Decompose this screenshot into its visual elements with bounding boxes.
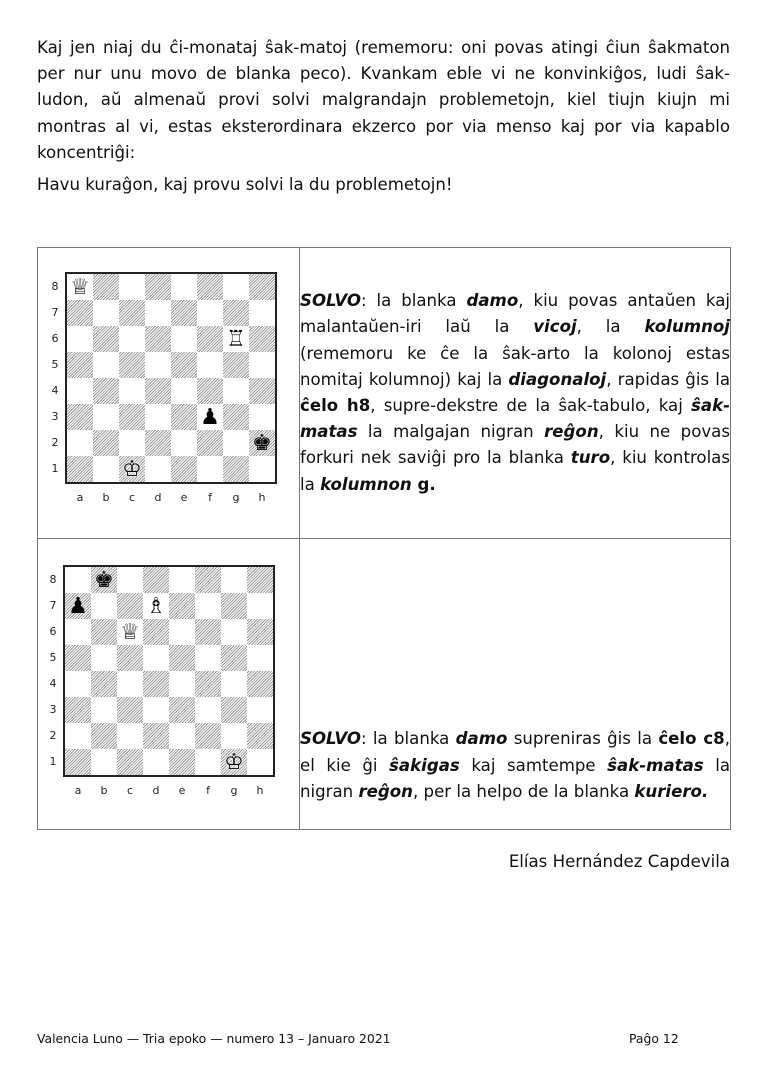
- white-bishop-icon: ♗: [146, 594, 166, 619]
- board-square: [223, 404, 249, 430]
- rank-label: 6: [51, 332, 59, 345]
- emphasized-term: kolumnon: [320, 474, 412, 494]
- emphasized-term: SOLVO: [300, 729, 362, 749]
- board-square: [93, 274, 119, 300]
- puzzles-table: [37, 247, 731, 830]
- board-square: [91, 645, 117, 671]
- solution-text-run: la nigran: [300, 755, 730, 801]
- file-label: h: [258, 491, 266, 504]
- board-square: [195, 697, 221, 723]
- board-square: [117, 671, 143, 697]
- board-square: [169, 593, 195, 619]
- board-square: [247, 697, 273, 723]
- solution-text-run: , per la helpo de la blanka: [412, 781, 635, 801]
- board-square: [197, 378, 223, 404]
- board-square: [221, 697, 247, 723]
- board-square: [145, 326, 171, 352]
- file-label: d: [154, 491, 162, 504]
- rank-label: 8: [51, 280, 59, 293]
- board-square: [195, 567, 221, 593]
- board-square: [197, 430, 223, 456]
- board-square: [247, 671, 273, 697]
- board-square: [65, 749, 91, 775]
- board-square: [93, 378, 119, 404]
- board-square: [221, 671, 247, 697]
- file-label: h: [256, 784, 264, 797]
- file-label: f: [208, 491, 212, 504]
- board-square: [169, 619, 195, 645]
- file-label: c: [128, 491, 136, 504]
- board-square: [171, 404, 197, 430]
- board-square: [117, 697, 143, 723]
- solution-text-run: supreniras ĝis la: [507, 729, 659, 749]
- emphasized-term: diagonaloj: [508, 369, 607, 389]
- file-label: a: [76, 491, 84, 504]
- rank-label: 4: [49, 677, 57, 690]
- file-label: g: [232, 491, 240, 504]
- board-square: [117, 593, 143, 619]
- solution-text-run: , kiu kontrolas la: [300, 448, 730, 494]
- board-square: [247, 723, 273, 749]
- rank-labels: [46, 567, 60, 775]
- file-label: e: [180, 491, 188, 504]
- board-square: [65, 567, 91, 593]
- board-square: [117, 723, 143, 749]
- board-square: [171, 378, 197, 404]
- file-labels: [65, 779, 273, 797]
- board-square: [247, 749, 273, 775]
- board-square: [93, 430, 119, 456]
- board-square: [65, 645, 91, 671]
- file-label: b: [100, 784, 108, 797]
- board-square: [143, 619, 169, 645]
- board-square: [247, 567, 273, 593]
- board-square: [117, 749, 143, 775]
- rank-label: 8: [49, 573, 57, 586]
- board-square: [91, 593, 117, 619]
- board-square: [117, 645, 143, 671]
- board-square: [221, 593, 247, 619]
- puzzle-1-solution: [300, 248, 731, 539]
- board-square: [91, 723, 117, 749]
- file-label: a: [74, 784, 82, 797]
- board-square: [249, 300, 275, 326]
- emphasized-term: damo: [455, 729, 508, 749]
- board-square: [197, 326, 223, 352]
- board-square: [197, 300, 223, 326]
- board-square: [171, 300, 197, 326]
- emphasized-term: turo: [570, 448, 611, 468]
- emphasized-term: reĝon: [544, 422, 599, 442]
- rank-label: 7: [49, 599, 57, 612]
- board-square: [197, 352, 223, 378]
- board-square: [145, 274, 171, 300]
- board-square: [223, 430, 249, 456]
- board-square: [171, 430, 197, 456]
- board-square: [67, 430, 93, 456]
- emphasized-term: g.: [411, 474, 436, 494]
- board-square: [91, 749, 117, 775]
- board-square: [221, 567, 247, 593]
- board-square: [145, 456, 171, 482]
- board-square: [91, 619, 117, 645]
- file-labels: [67, 486, 275, 504]
- rank-label: 1: [49, 755, 57, 768]
- solution-text-run: , kiu ne povas forkuri nek saviĝi pro la blanka: [300, 422, 730, 468]
- chess-board: [63, 565, 275, 777]
- puzzle-2-board-cell: [38, 539, 300, 830]
- file-label: g: [230, 784, 238, 797]
- board-square: [93, 404, 119, 430]
- rank-label: 3: [51, 410, 59, 423]
- board-square: [119, 404, 145, 430]
- board-square: [247, 593, 273, 619]
- board-square: [169, 671, 195, 697]
- rank-label: 5: [51, 358, 59, 371]
- emphasized-term: damo: [466, 291, 519, 311]
- white-rook-icon: ♖: [226, 327, 246, 352]
- board-square: [223, 300, 249, 326]
- emphasized-term: ŝakigas: [389, 755, 460, 775]
- solution-text-run: , supre-dekstre de la ŝak-tabulo, kaj: [370, 396, 692, 415]
- board-square: [67, 456, 93, 482]
- intro-call-to-action: Havu kuraĝon, kaj provu solvi la du problemetojn!: [37, 175, 453, 194]
- solution-text-run: , kiu povas antaŭen kaj malantaŭen-iri laŭ la: [300, 291, 730, 337]
- board-square: [195, 723, 221, 749]
- emphasized-term: SOLVO: [300, 291, 362, 311]
- black-pawn-icon: ♟: [200, 405, 220, 430]
- emphasized-term: ĉelo c8: [658, 729, 725, 749]
- board-square: [67, 326, 93, 352]
- board-square: [143, 723, 169, 749]
- board-square: [197, 456, 223, 482]
- emphasized-term: reĝon: [358, 781, 413, 801]
- board-square: [119, 430, 145, 456]
- board-square: [197, 274, 223, 300]
- file-label: f: [206, 784, 210, 797]
- solution-text-run: kaj samtempe: [459, 755, 608, 775]
- board-square: [119, 300, 145, 326]
- rank-label: 6: [49, 625, 57, 638]
- solution-text-run: la malgajan nigran: [357, 422, 545, 442]
- board-square: [119, 378, 145, 404]
- board-square: [171, 456, 197, 482]
- board-square: [249, 352, 275, 378]
- emphasized-term: kolumnoj: [644, 317, 730, 337]
- board-square: [169, 697, 195, 723]
- board-square: [143, 697, 169, 723]
- board-square: [93, 456, 119, 482]
- board-square: [93, 352, 119, 378]
- rank-label: 7: [51, 306, 59, 319]
- board-square: [195, 645, 221, 671]
- board-square: [143, 749, 169, 775]
- board-square: [223, 274, 249, 300]
- board-square: [171, 352, 197, 378]
- board-square: [169, 567, 195, 593]
- puzzle-row-2: [38, 539, 731, 830]
- board-square: [249, 404, 275, 430]
- board-square: [249, 326, 275, 352]
- solution-text-run: , el kie ĝi: [300, 729, 730, 775]
- board-square: [169, 645, 195, 671]
- footer-page-number: Paĝo 12: [629, 1031, 679, 1046]
- file-label: b: [102, 491, 110, 504]
- board-square: [145, 430, 171, 456]
- board-square: [67, 378, 93, 404]
- rank-label: 1: [51, 462, 59, 475]
- solution-text-run: , rapidas ĝis la: [606, 369, 731, 389]
- black-pawn-icon: ♟: [68, 594, 88, 619]
- chess-diagram-1: [38, 248, 299, 538]
- white-queen-icon: ♕: [70, 275, 90, 300]
- board-square: [171, 274, 197, 300]
- puzzle-2-solution-text: [300, 726, 730, 829]
- author-signature: Elías Hernández Capdevila: [508, 852, 730, 871]
- footer-publication: Valencia Luno — Tria epoko — numero 13 – Januaro 2021: [37, 1031, 391, 1046]
- rank-label: 2: [51, 436, 59, 449]
- board-square: [195, 749, 221, 775]
- board-square: [223, 378, 249, 404]
- board-square: [91, 697, 117, 723]
- intro-paragraph: Kaj jen niaj du ĉi-monataj ŝak-matoj (rememoru: oni povas atingi ĉiun ŝakmaton per nur unu movo de blanka peco). Kvankam eble vi ne konvinkiĝos, ludi ŝak-ludon, aŭ almenaŭ provi solvi malgrandajn problemetojn, kiel tiujn kiujn mi montras al vi, estas eksterordinara ekzerco por via menso kaj por via kapablo koncentriĝi:: [37, 38, 730, 162]
- board-square: [145, 404, 171, 430]
- board-square: [195, 619, 221, 645]
- board-square: [117, 567, 143, 593]
- puzzle-1-board-cell: [38, 248, 300, 539]
- board-square: [223, 456, 249, 482]
- board-square: [93, 300, 119, 326]
- rank-label: 5: [49, 651, 57, 664]
- board-square: [221, 723, 247, 749]
- board-square: [221, 619, 247, 645]
- board-square: [65, 697, 91, 723]
- white-queen-icon: ♕: [120, 620, 140, 645]
- board-square: [195, 593, 221, 619]
- file-label: e: [178, 784, 186, 797]
- board-square: [145, 300, 171, 326]
- white-king-icon: ♔: [224, 750, 244, 775]
- board-square: [65, 723, 91, 749]
- board-square: [249, 274, 275, 300]
- board-square: [171, 326, 197, 352]
- rank-label: 2: [49, 729, 57, 742]
- puzzle-1-solution-text: [300, 288, 730, 498]
- board-square: [93, 326, 119, 352]
- emphasized-term: kuriero.: [634, 781, 709, 801]
- puzzle-row-1: [38, 248, 731, 539]
- board-square: [145, 352, 171, 378]
- board-square: [67, 404, 93, 430]
- rank-label: 4: [51, 384, 59, 397]
- board-square: [119, 352, 145, 378]
- emphasized-term: ĉelo h8: [300, 396, 371, 415]
- file-label: d: [152, 784, 160, 797]
- board-square: [119, 326, 145, 352]
- solution-text-run: (rememoru ke ĉe la ŝak-arto la kolonoj estas nomitaj kolumnoj) kaj la: [300, 343, 730, 389]
- board-square: [65, 671, 91, 697]
- board-square: [145, 378, 171, 404]
- board-square: [169, 749, 195, 775]
- board-square: [249, 456, 275, 482]
- board-square: [143, 645, 169, 671]
- emphasized-term: vicoj: [533, 317, 577, 337]
- board-square: [221, 645, 247, 671]
- board-square: [249, 378, 275, 404]
- board-square: [67, 352, 93, 378]
- emphasized-term: ŝak-matas: [300, 396, 731, 442]
- board-square: [91, 671, 117, 697]
- black-king-icon: ♚: [252, 431, 272, 456]
- board-square: [67, 300, 93, 326]
- rank-labels: [48, 274, 62, 482]
- board-square: [247, 619, 273, 645]
- black-king-icon: ♚: [94, 568, 114, 593]
- chess-diagram-2: [38, 539, 299, 829]
- puzzle-2-solution: [300, 539, 731, 830]
- board-square: [223, 352, 249, 378]
- board-square: [247, 645, 273, 671]
- board-square: [65, 619, 91, 645]
- white-king-icon: ♔: [122, 457, 142, 482]
- rank-label: 3: [49, 703, 57, 716]
- board-square: [169, 723, 195, 749]
- board-square: [119, 274, 145, 300]
- chess-board: [65, 272, 277, 484]
- solution-text-run: : la blanka: [361, 291, 467, 311]
- emphasized-term: ŝak-matas: [607, 755, 704, 775]
- solution-text-run: : la blanka: [361, 729, 456, 749]
- file-label: c: [126, 784, 134, 797]
- board-square: [195, 671, 221, 697]
- solution-text-run: , la: [576, 317, 645, 337]
- board-square: [143, 671, 169, 697]
- board-square: [143, 567, 169, 593]
